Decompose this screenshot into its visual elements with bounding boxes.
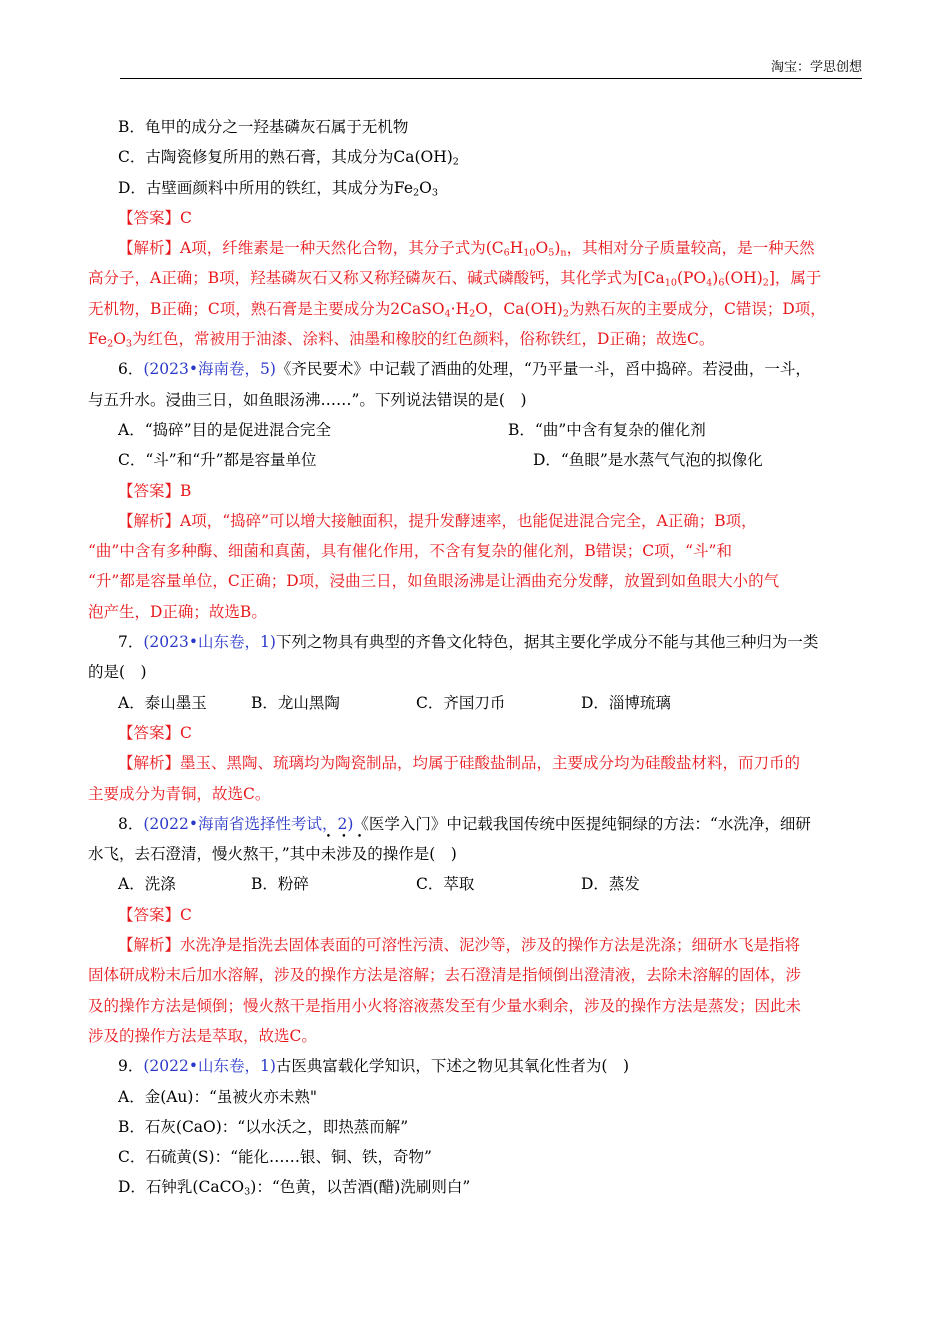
emphasis-dot-char: 及 [351, 845, 368, 864]
q6-option-b: B．“曲”中含有复杂的催化剂 [508, 420, 706, 439]
q8-option-d: D．蒸发 [581, 875, 640, 894]
q5-option-b: B．龟甲的成分之一羟基磷灰石属于无机物 [118, 118, 409, 136]
q5-explanation-line-1: 【解析】A项，纤维素是一种天然化合物，其分子式为$(C_6H_{10}O_5)_n$，其相对分子质量较高，是一种天然 [118, 239, 815, 259]
q7-explanation-line-2: 主要成分为青铜，故选C。 [88, 784, 271, 803]
q6-explanation-line-4: 泡产生，D正确；故选B。 [88, 602, 267, 621]
emphasis-dot-char: 未 [320, 845, 337, 864]
q9-option-c: C．石硫黄(S)：“能化……银、铜、铁，奇物” [118, 1148, 432, 1167]
q6-option-a: A．“捣碎”目的是促进混合完全 [118, 420, 332, 439]
q7-stem-line-1: 7．(2023•山东卷，1)下列之物具有典型的齐鲁文化特色，据其主要化学成分不能与其他三种归为一类 [118, 633, 819, 652]
q7-stem-line-2: 的是( ) [88, 663, 147, 682]
document-body [88, 112, 860, 1203]
q6-options-row-1 [88, 415, 860, 445]
q9-stem: 9．(2022•山东卷，1)古医典富载化学知识，下述之物见其氧化性者为( ) [118, 1057, 630, 1076]
q7-explanation-line-1: 【解析】墨玉、黑陶、琉璃均为陶瓷制品，均属于硅酸盐制品，主要成分均为硅酸盐材料，而刀币的 [118, 754, 801, 773]
q9-option-b: B．石灰(CaO)：“以水沃之，即热蒸而解” [118, 1117, 409, 1136]
q6-option-d: D．“鱼眼”是水蒸气气泡的拟像化 [533, 451, 763, 470]
q6-explanation-line-2: “曲”中含有多种酶、细菌和真菌，具有催化作用，不含有复杂的催化剂，B错误；C项，“斗”和 [88, 542, 732, 561]
q8-stem-line-1: 8．(2022•海南省选择性考试，2)《医学入门》中记载我国传统中医提纯铜绿的方法：“水洗净，细研 [118, 814, 811, 833]
q8-explanation-line-3: 及的操作方法是倾倒；慢火熬干是指用小火将溶液蒸发至有少量水剩余，涉及的操作方法是蒸发；因此未 [88, 996, 802, 1015]
q6-stem-line-1: 6．(2023•海南卷，5)《齐民要术》中记载了酒曲的处理，“乃平量一斗，舀中捣碎。若浸曲，一斗， [118, 360, 811, 379]
q8-option-c: C．萃取 [416, 875, 475, 894]
q8-answer: 【答案】C [118, 905, 192, 924]
q7-option-c: C．齐国刀币 [416, 693, 506, 712]
q6-option-c: C．“斗”和“升”都是容量单位 [118, 451, 317, 470]
header-text: 淘宝：学思创想 [770, 60, 862, 75]
q7-answer: 【答案】C [118, 723, 192, 742]
q7-source: (2023•山东卷，1) [143, 633, 276, 652]
q9-option-a: A．金(Au)：“虽被火亦未熟" [118, 1087, 318, 1106]
q5-option-d: D．古壁画颜料中所用的铁红，其成分为$Fe_2O_3$ [118, 178, 438, 198]
q8-explanation-line-1: 【解析】水洗净是指洗去固体表面的可溶性污渍、泥沙等，涉及的操作方法是洗涤；细研水飞是指将 [118, 936, 801, 955]
emphasis-dot-char: 涉 [336, 845, 352, 864]
page-header [120, 60, 862, 79]
q6-source: (2023•海南卷，5) [143, 360, 276, 379]
q8-option-a: A．洗涤 [118, 875, 176, 894]
q8-explanation-line-4: 涉及的操作方法是萃取，故选C。 [88, 1026, 317, 1045]
q8-option-b: B．粉碎 [251, 875, 309, 894]
q6-stem-line-2: 与五升水。浸曲三日，如鱼眼汤沸……”。下列说法错误的是( ) [88, 390, 527, 409]
q7-option-b: B．龙山黑陶 [251, 693, 340, 712]
q5-explanation-line-4: $Fe_2O_3$为红色，常被用于油漆、涂料、油墨和橡胶的红色颜料，俗称铁红，D正确；故选C。 [88, 330, 715, 350]
q8-explanation-line-2: 固体研成粉末后加水溶解，涉及的操作方法是溶解；去石澄清是指倾倒出澄清液，去除未溶解的固体，涉 [88, 966, 802, 985]
q6-answer: 【答案】B [118, 481, 192, 500]
q5-explanation-line-3: 无机物，B正确；C项，熟石膏是主要成分为$2CaSO_4\cdot H_2O$，$Ca(OH)_2$为熟石灰的主要成分，C错误；D项， [88, 299, 826, 320]
q5-answer: 【答案】C [118, 208, 192, 227]
q5-explanation-line-2: 高分子，A正确；B项，羟基磷灰石又称又称羟磷灰石、碱式磷酸钙，其化学式为$[Ca_{10}(PO_4)_6(OH)_2]$，属于 [88, 269, 822, 289]
q6-explanation-line-3: “升”都是容量单位，C正确；D项，浸曲三日，如鱼眼汤沸是让酒曲充分发酵，放置到如鱼眼大小的气 [88, 572, 780, 591]
q7-options-row [88, 688, 860, 718]
q7-option-a: A．泰山墨玉 [118, 693, 207, 712]
q6-explanation-line-1: 【解析】A项，“捣碎”可以增大接触面积，提升发酵速率，也能促进混合完全，A正确；B项， [118, 511, 757, 530]
q8-stem-line-2: 水飞，去石澄清，慢火熬干，”其中未涉及的操作是( ) [88, 845, 457, 864]
q8-options-row [88, 869, 860, 899]
q9-source: (2022•山东卷，1) [143, 1057, 276, 1076]
q7-option-d: D．淄博琉璃 [581, 693, 671, 712]
q9-option-d: D．石钟乳(CaCO$_3$)：“色黄，以苦酒(醋)洗刷则白” [118, 1178, 471, 1198]
q5-option-c: C．古陶瓷修复所用的熟石膏，其成分为$Ca(OH)_2$ [118, 148, 459, 168]
q8-source: (2022•海南省选择性考试，2) [143, 814, 354, 833]
q6-options-row-2 [88, 445, 860, 475]
